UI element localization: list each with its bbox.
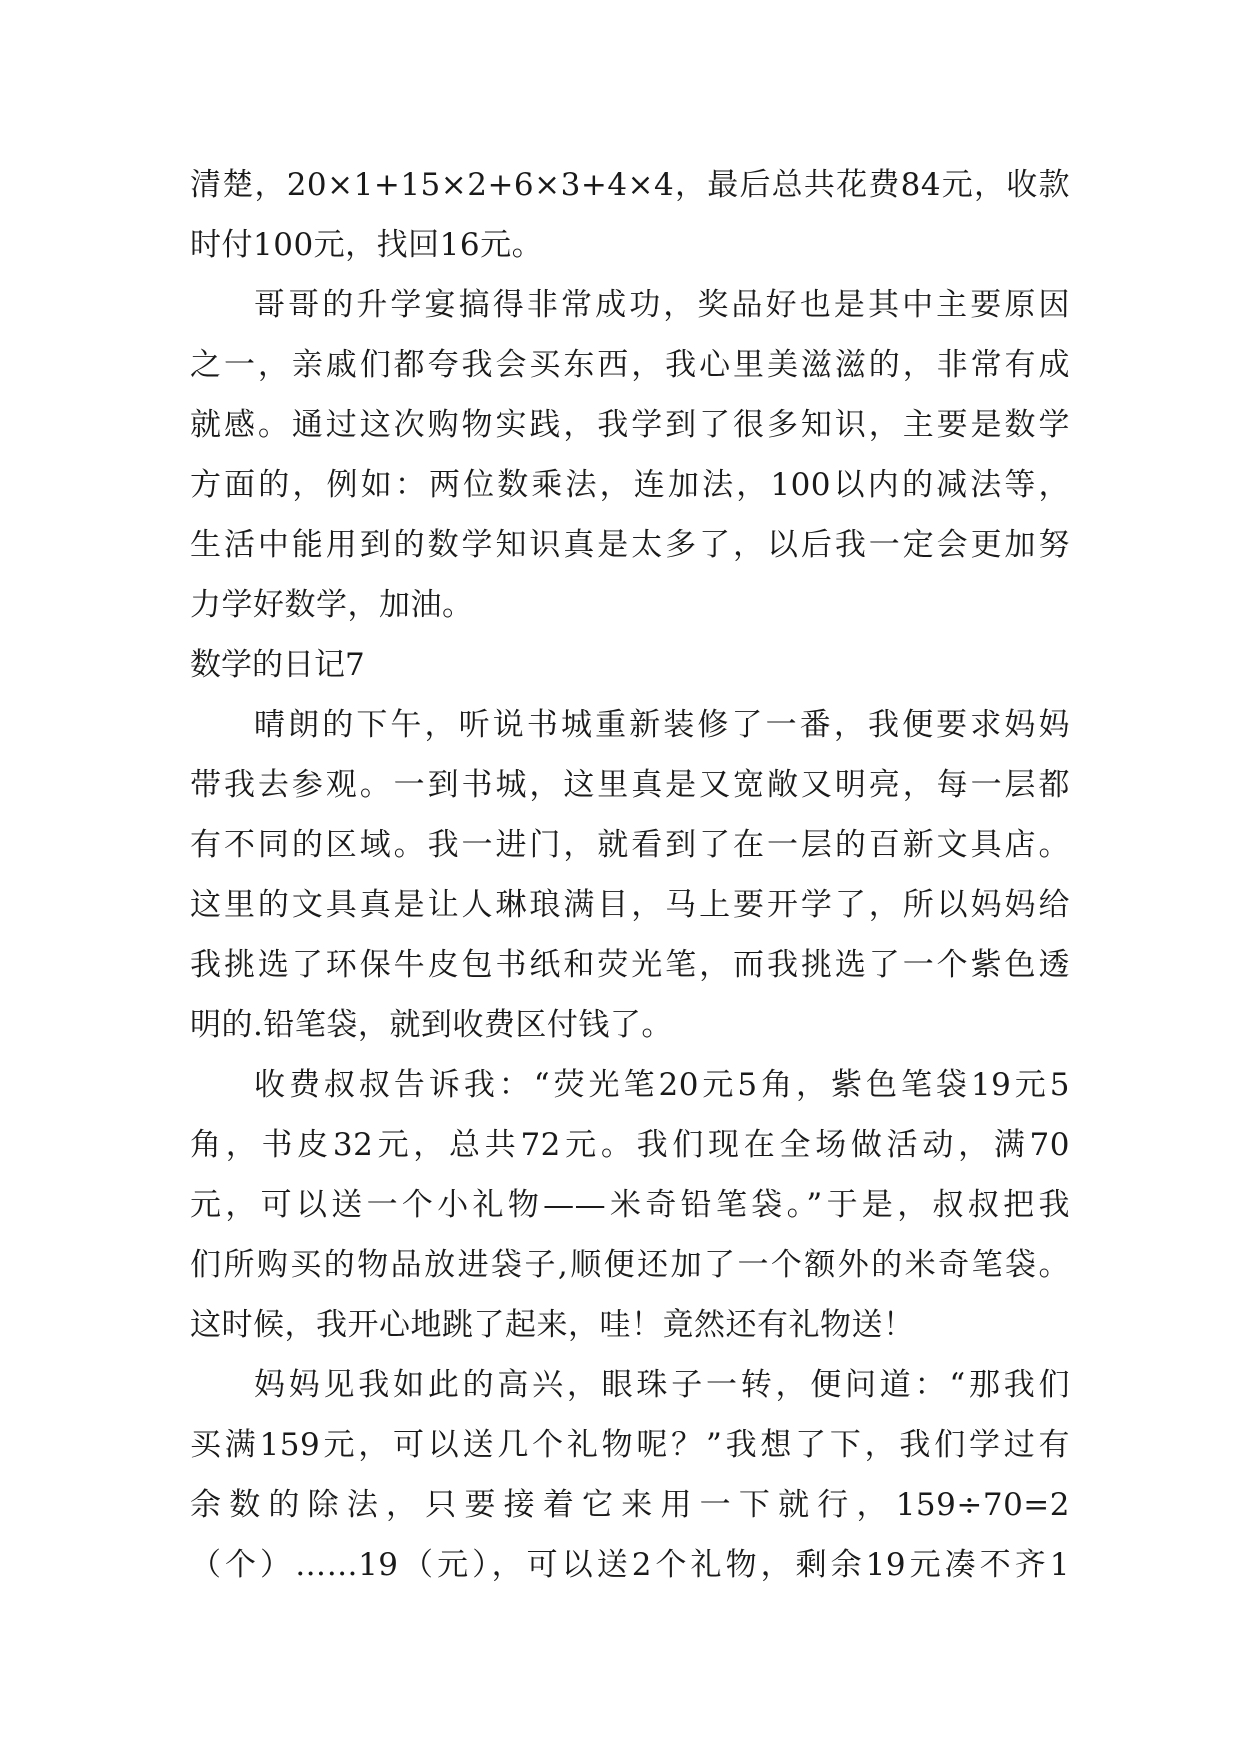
text-line: 就感。通过这次购物实践，我学到了很多知识，主要是数学 — [190, 407, 1070, 443]
text-line: 时付100元，找回16元。 — [190, 227, 544, 263]
text-line: 这里的文具真是让人琳琅满目，马上要开学了，所以妈妈给 — [190, 887, 1070, 923]
text-line: 哥哥的升学宴搞得非常成功，奖品好也是其中主要原因 — [254, 287, 1070, 323]
text-line: 明的.铅笔袋，就到收费区付钱了。 — [190, 1007, 673, 1043]
text-line: 元，可以送一个小礼物——米奇铅笔袋。”于是，叔叔把我 — [190, 1187, 1070, 1223]
text-line: 带我去参观。一到书城，这里真是又宽敞又明亮，每一层都 — [190, 767, 1070, 803]
text-line: 有不同的区域。我一进门，就看到了在一层的百新文具店。 — [190, 827, 1070, 863]
text-line: 买满159元，可以送几个礼物呢？”我想了下，我们学过有 — [190, 1427, 1070, 1463]
text-line: 我挑选了环保牛皮包书纸和荧光笔，而我挑选了一个紫色透 — [190, 947, 1070, 983]
text-line: 妈妈见我如此的高兴，眼珠子一转，便问道：“那我们 — [254, 1367, 1070, 1403]
diary-text — [190, 155, 1070, 1595]
text-line: 们所购买的物品放进袋子,顺便还加了一个额外的米奇笔袋。 — [190, 1247, 1070, 1283]
section-heading: 数学的日记7 — [190, 647, 365, 683]
text-line: 生活中能用到的数学知识真是太多了，以后我一定会更加努 — [190, 527, 1070, 563]
text-line: 力学好数学，加油。 — [190, 587, 474, 623]
text-line: 这时候，我开心地跳了起来，哇！竟然还有礼物送！ — [190, 1307, 915, 1343]
text-line: 余数的除法，只要接着它来用一下就行，159÷70=2 — [190, 1487, 1070, 1523]
text-line: 角，书皮32元，总共72元。我们现在全场做活动，满70 — [190, 1127, 1070, 1163]
text-line: 收费叔叔告诉我：“荧光笔20元5角，紫色笔袋19元5 — [254, 1067, 1070, 1103]
text-line: 方面的，例如：两位数乘法，连加法，100以内的减法等， — [190, 467, 1070, 503]
text-line: 清楚，20×1+15×2+6×3+4×4，最后总共花费84元，收款 — [190, 167, 1070, 203]
text-line: 之一，亲戚们都夸我会买东西，我心里美滋滋的，非常有成 — [190, 347, 1070, 383]
text-line: 晴朗的下午，听说书城重新装修了一番，我便要求妈妈 — [254, 707, 1070, 743]
text-line: （个）……19（元），可以送2个礼物，剩余19元凑不齐1 — [190, 1547, 1070, 1583]
